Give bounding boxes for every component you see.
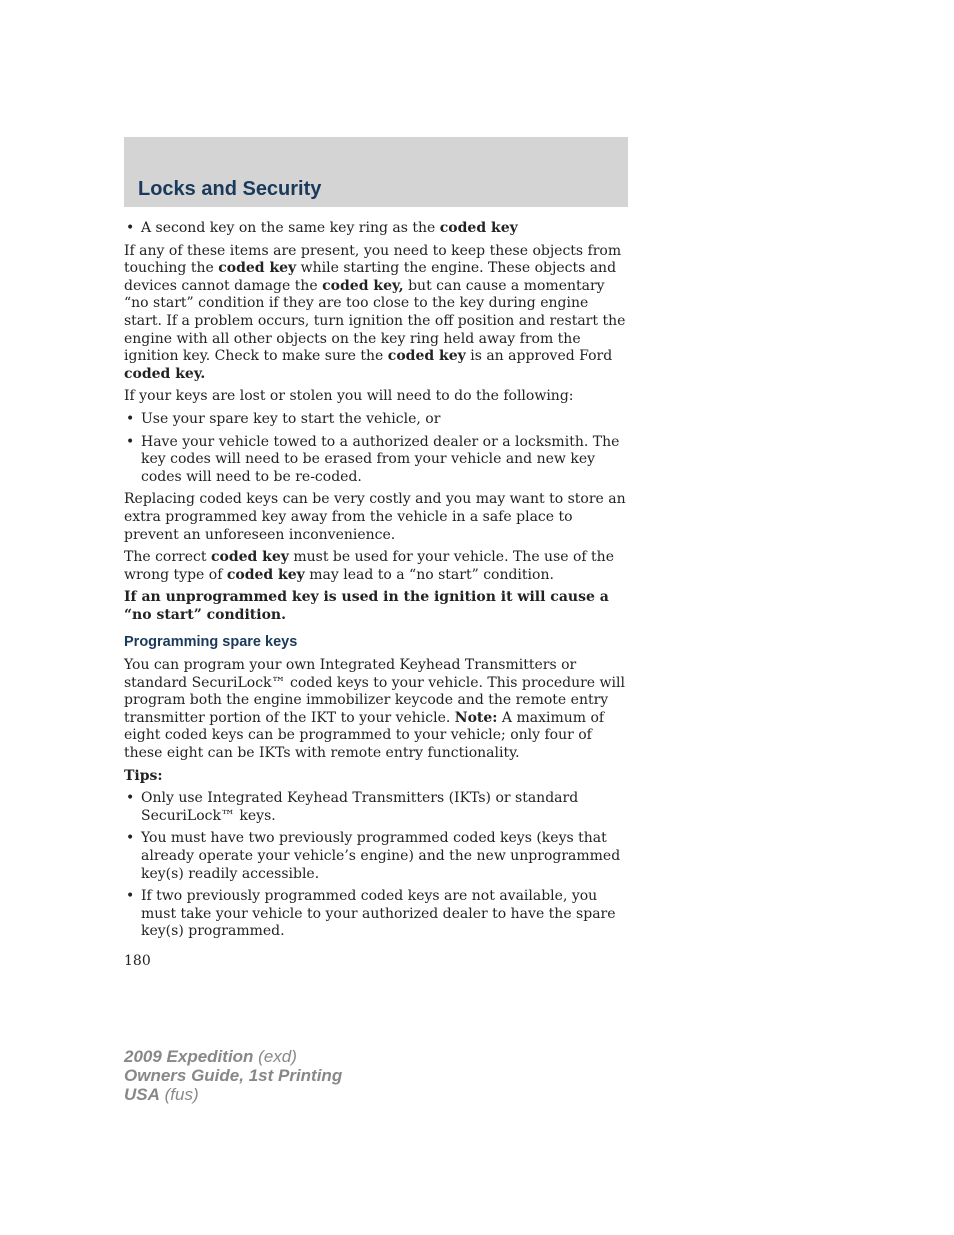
section-title: Locks and Security	[138, 178, 322, 200]
tip-item: • Only use Integrated Keyhead Transmitters (IKTs) or standard SecuriLock™ keys.	[124, 790, 628, 825]
tip-item: • If two previously programmed coded keys are not available, you must take your vehicle to your authorized dealer to have the spare key(s) programmed.	[124, 888, 628, 941]
footer-line: USA (fus)	[124, 1085, 199, 1104]
paragraph: The correct coded key must be used for your vehicle. The use of the wrong type of coded key may lead to a “no start” condition.	[124, 549, 614, 583]
paragraph: Replacing coded keys can be very costly and you may want to store an extra programmed key away from the vehicle in a safe place to prevent an unforeseen inconvenience.	[124, 491, 626, 543]
tip-item: • You must have two previously programmed coded keys (keys that already operate your vehicle’s engine) and the new unprogrammed key(s) readily accessible.	[124, 830, 628, 883]
paragraph: If your keys are lost or stolen you will need to do the following:	[124, 388, 574, 405]
section-header	[124, 137, 628, 207]
page-content	[124, 220, 628, 971]
page-number: 180	[124, 952, 151, 969]
footer-line: 2009 Expedition (exd)	[124, 1047, 297, 1066]
warning-text: If an unprogrammed key is used in the ignition it will cause a “no start” condition.	[124, 589, 609, 623]
subheading: Programming spare keys	[124, 634, 298, 651]
bullet-item: • Use your spare key to start the vehicle, or	[124, 411, 628, 429]
paragraph: If any of these items are present, you need to keep these objects from touching the coded key while starting the engine. These objects and devices cannot damage the coded key, but can cause a momentary “no start” condition if they are too close to the key during engine start. If a problem occurs, turn ignition the off position and restart the engine with all other objects on the key ring held away from the ignition key. Check to make sure the coded key is an approved Ford coded key.	[124, 242, 626, 382]
footer-line: Owners Guide, 1st Printing	[124, 1066, 343, 1085]
bullet-item: • Have your vehicle towed to a authorized dealer or a locksmith. The key codes will need to be erased from your vehicle and new key codes will need to be re-coded.	[124, 434, 628, 487]
paragraph: You can program your own Integrated Keyhead Transmitters or standard SecuriLock™ coded keys to your vehicle. This procedure will program both the engine immobilizer keycode and the remote entry transmitter portion of the IKT to your vehicle. Note: A maximum of eight coded keys can be programmed to your vehicle; only four of these eight can be IKTs with remote entry functionality.	[124, 657, 625, 762]
bullet-item: • A second key on the same key ring as the coded key	[124, 220, 628, 238]
tips-label: Tips:	[124, 767, 163, 784]
document-footer	[124, 1047, 342, 1104]
